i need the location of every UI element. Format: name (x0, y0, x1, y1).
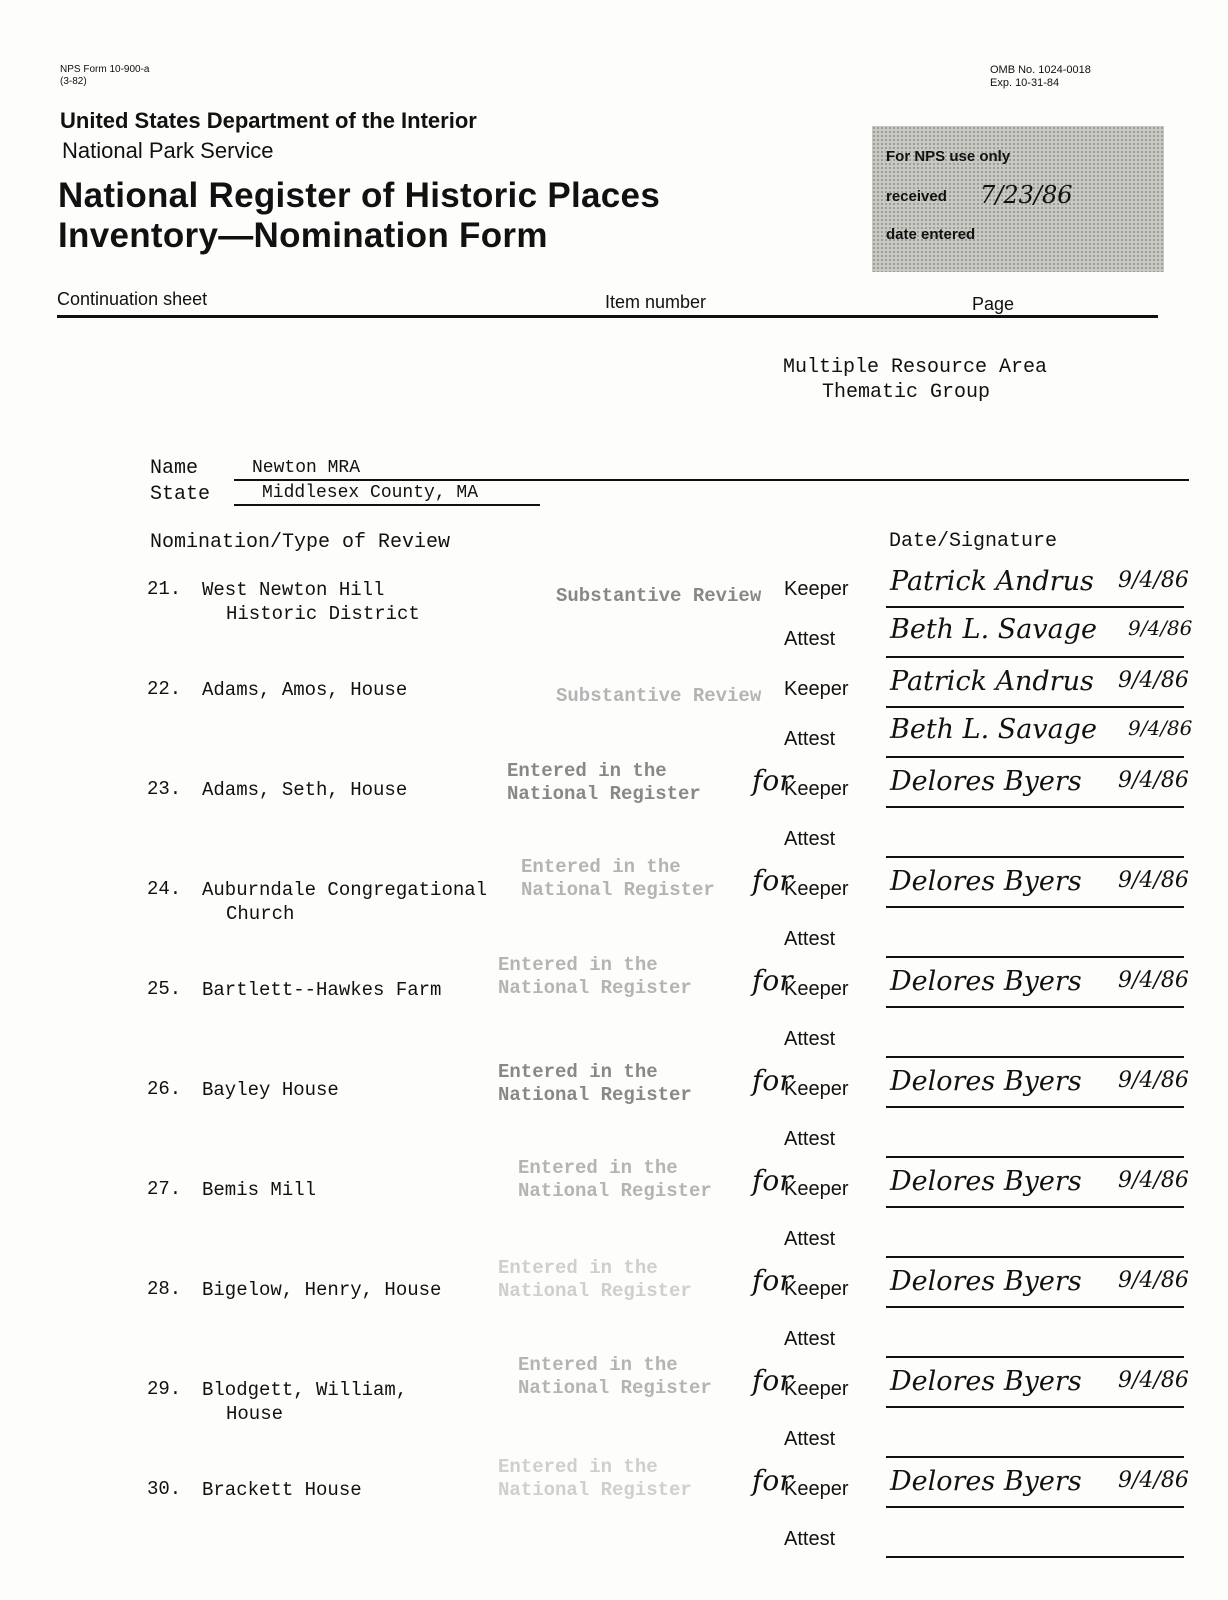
for-mark: for (752, 764, 793, 797)
state-label: State (150, 483, 211, 506)
for-mark: for (752, 964, 793, 997)
entry-name-line1: Bigelow, Henry, House (202, 1279, 442, 1301)
entry-name-line1: Bartlett--Hawkes Farm (202, 979, 442, 1001)
keeper-label: Keeper (784, 878, 849, 900)
entry-number: 22. (147, 678, 182, 700)
review-stamp-line2: National Register (498, 1479, 692, 1501)
keeper-label: Keeper (784, 678, 849, 700)
attest-signature-line (886, 1356, 1184, 1358)
attest-signature-line (886, 1256, 1184, 1258)
keeper-signature-date: 9/4/86 (1118, 1068, 1189, 1093)
form-title-line1: National Register of Historic Places (58, 176, 661, 215)
for-mark: for (752, 1464, 793, 1497)
review-stamp-line1: Entered in the (498, 1456, 658, 1478)
attest-signature-line (886, 1056, 1184, 1058)
state-value: Middlesex County, MA (262, 483, 479, 503)
keeper-signature: Delores Byers (890, 1066, 1082, 1097)
review-stamp-line1: Entered in the (521, 856, 681, 878)
keeper-signature: Delores Byers (890, 1266, 1082, 1297)
keeper-signature-date: 9/4/86 (1118, 1368, 1189, 1393)
attest-signature: Beth L. Savage (890, 714, 1097, 745)
attest-signature-line (886, 1456, 1184, 1458)
keeper-label: Keeper (784, 778, 849, 800)
continuation-sheet-label: Continuation sheet (57, 289, 208, 309)
attest-label: Attest (784, 628, 836, 650)
review-stamp-line1: Entered in the (518, 1354, 678, 1376)
state-underline (234, 504, 540, 506)
keeper-signature-line (886, 1406, 1184, 1408)
keeper-signature-line (886, 1506, 1184, 1508)
review-stamp-line2: National Register (518, 1180, 712, 1202)
entry-number: 21. (147, 578, 182, 600)
review-stamp-line1: Entered in the (498, 954, 658, 976)
keeper-signature-line (886, 1006, 1184, 1008)
keeper-signature: Delores Byers (890, 1166, 1082, 1197)
review-stamp-line2: National Register (498, 1084, 692, 1106)
keeper-label: Keeper (784, 578, 849, 600)
review-stamp-line1: Entered in the (507, 760, 667, 782)
entry-name-line1: Bayley House (202, 1079, 339, 1101)
group-type-line1: Multiple Resource Area (783, 356, 1048, 379)
for-mark: for (752, 1164, 793, 1197)
review-stamp-line1: Entered in the (498, 1257, 658, 1279)
review-stamp-line2: National Register (507, 783, 701, 805)
keeper-signature-line (886, 906, 1184, 908)
nps-box-heading: For NPS use only (886, 148, 1011, 165)
keeper-signature-line (886, 706, 1184, 708)
review-stamp-line1: Entered in the (498, 1061, 658, 1083)
entry-number: 24. (147, 878, 182, 900)
entry-name-line1: Adams, Amos, House (202, 679, 408, 701)
item-number-label: Item number (605, 292, 707, 312)
review-stamp-line2: National Register (498, 1280, 692, 1302)
keeper-label: Keeper (784, 1378, 849, 1400)
review-stamp-line1: Substantive Review (556, 585, 762, 607)
for-mark: for (752, 864, 793, 897)
keeper-signature-line (886, 1306, 1184, 1308)
review-stamp-line1: Entered in the (518, 1157, 678, 1179)
omb-number: OMB No. 1024-0018 Exp. 10-31-84 (990, 64, 1091, 89)
attest-signature-line (886, 856, 1184, 858)
keeper-signature: Patrick Andrus (890, 666, 1094, 697)
keeper-signature-date: 9/4/86 (1118, 1168, 1189, 1193)
attest-label: Attest (784, 728, 836, 750)
entry-name-line2: Church (226, 903, 295, 925)
attest-signature-line (886, 1156, 1184, 1158)
form-number: NPS Form 10-900-a (3-82) (60, 64, 150, 87)
for-mark: for (752, 1364, 793, 1397)
name-label: Name (150, 457, 199, 480)
entry-number: 27. (147, 1178, 182, 1200)
entry-number: 23. (147, 778, 182, 800)
entry-number: 29. (147, 1378, 182, 1400)
review-stamp-line2: National Register (498, 977, 692, 999)
attest-signature-line (886, 756, 1184, 758)
keeper-label: Keeper (784, 1078, 849, 1100)
name-underline (234, 479, 1189, 481)
for-mark: for (752, 1064, 793, 1097)
department-heading: United States Department of the Interior (60, 108, 477, 133)
page-label: Page (972, 294, 1015, 314)
keeper-label: Keeper (784, 1178, 849, 1200)
attest-signature-line (886, 956, 1184, 958)
entry-number: 26. (147, 1078, 182, 1100)
form-title-line2: Inventory—Nomination Form (58, 216, 548, 255)
review-column-header: Nomination/Type of Review (150, 531, 451, 554)
entry-name-line2: Historic District (226, 603, 420, 625)
keeper-signature-date: 9/4/86 (1118, 1468, 1189, 1493)
keeper-signature: Delores Byers (890, 866, 1082, 897)
attest-label: Attest (784, 928, 836, 950)
attest-label: Attest (784, 1128, 836, 1150)
received-date: 7/23/86 (980, 181, 1073, 209)
keeper-signature-date: 9/4/86 (1118, 968, 1189, 993)
entry-name-line1: Bemis Mill (202, 1179, 317, 1201)
entry-number: 28. (147, 1278, 182, 1300)
review-stamp-line2: National Register (521, 879, 715, 901)
keeper-signature-line (886, 1206, 1184, 1208)
entry-name-line1: Auburndale Congregational (202, 879, 488, 901)
attest-signature-line (886, 656, 1184, 658)
attest-signature: Beth L. Savage (890, 614, 1097, 645)
attest-label: Attest (784, 828, 836, 850)
keeper-signature: Delores Byers (890, 766, 1082, 797)
group-type-line2: Thematic Group (822, 381, 991, 404)
keeper-signature: Delores Byers (890, 1366, 1082, 1397)
signature-column-header: Date/Signature (889, 530, 1058, 553)
keeper-signature-date: 9/4/86 (1118, 568, 1189, 593)
header-divider (57, 315, 1158, 318)
keeper-signature-date: 9/4/86 (1118, 1268, 1189, 1293)
attest-label: Attest (784, 1428, 836, 1450)
keeper-label: Keeper (784, 1278, 849, 1300)
review-stamp-line1: Substantive Review (556, 685, 762, 707)
review-stamp-line2: National Register (518, 1377, 712, 1399)
keeper-signature: Delores Byers (890, 1466, 1082, 1497)
entry-name-line1: Blodgett, William, (202, 1379, 408, 1401)
agency-heading: National Park Service (62, 138, 274, 163)
entry-name-line1: Brackett House (202, 1479, 362, 1501)
for-mark: for (752, 1264, 793, 1297)
attest-label: Attest (784, 1328, 836, 1350)
attest-label: Attest (784, 1028, 836, 1050)
attest-signature-date: 9/4/86 (1128, 616, 1193, 640)
keeper-signature-line (886, 806, 1184, 808)
keeper-label: Keeper (784, 978, 849, 1000)
received-label: received (886, 188, 947, 205)
keeper-signature-date: 9/4/86 (1118, 668, 1189, 693)
entry-name-line1: West Newton Hill (202, 579, 385, 601)
attest-label: Attest (784, 1228, 836, 1250)
keeper-signature-date: 9/4/86 (1118, 768, 1189, 793)
keeper-signature-line (886, 1106, 1184, 1108)
entry-number: 30. (147, 1478, 182, 1500)
attest-signature-line (886, 1556, 1184, 1558)
keeper-signature-date: 9/4/86 (1118, 868, 1189, 893)
nps-use-only-box (872, 126, 1164, 272)
date-entered-label: date entered (886, 226, 976, 243)
attest-signature-date: 9/4/86 (1128, 716, 1193, 740)
keeper-signature: Patrick Andrus (890, 566, 1094, 597)
attest-label: Attest (784, 1528, 836, 1550)
keeper-signature: Delores Byers (890, 966, 1082, 997)
name-value: Newton MRA (252, 458, 361, 478)
entry-name-line1: Adams, Seth, House (202, 779, 408, 801)
keeper-label: Keeper (784, 1478, 849, 1500)
keeper-signature-line (886, 606, 1184, 608)
entry-name-line2: House (226, 1403, 284, 1425)
entry-number: 25. (147, 978, 182, 1000)
